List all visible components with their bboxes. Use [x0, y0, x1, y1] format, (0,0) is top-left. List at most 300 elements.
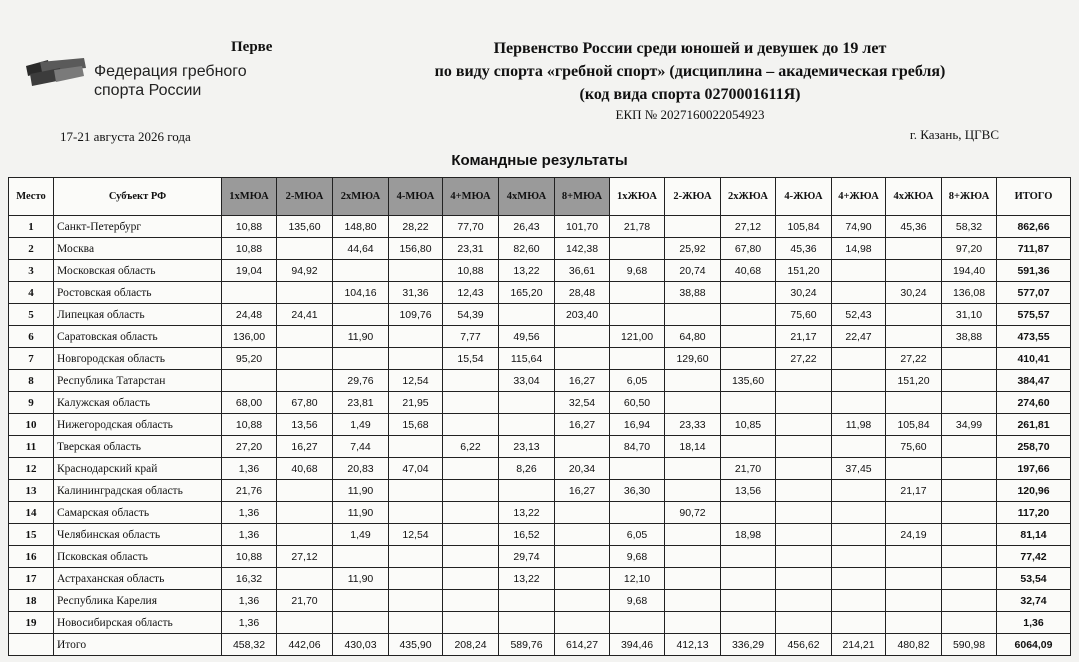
column-header: 2-ЖЮА — [665, 178, 721, 216]
score-cell: 104,16 — [333, 282, 389, 304]
score-cell: 21,70 — [721, 458, 776, 480]
score-cell — [499, 414, 555, 436]
region-cell: Липецкая область — [54, 304, 222, 326]
score-cell: 614,27 — [555, 634, 610, 656]
score-cell: 23,81 — [333, 392, 389, 414]
score-cell: 10,88 — [443, 260, 499, 282]
table-header-row — [9, 178, 1071, 216]
score-cell: 34,99 — [942, 414, 997, 436]
score-cell — [942, 436, 997, 458]
score-cell — [832, 260, 886, 282]
score-cell — [277, 612, 333, 634]
score-cell: 23,13 — [499, 436, 555, 458]
score-cell: 12,43 — [443, 282, 499, 304]
score-cell: 24,48 — [222, 304, 277, 326]
score-cell — [389, 546, 443, 568]
score-cell: 105,84 — [776, 216, 832, 238]
score-cell: 9,68 — [610, 590, 665, 612]
score-cell: 82,60 — [499, 238, 555, 260]
place-cell: 12 — [9, 458, 54, 480]
score-cell — [499, 480, 555, 502]
column-header: ИТОГО — [997, 178, 1071, 216]
total-cell: 117,20 — [997, 502, 1071, 524]
score-cell: 36,30 — [610, 480, 665, 502]
total-cell: 711,87 — [997, 238, 1071, 260]
score-cell: 22,47 — [832, 326, 886, 348]
score-cell — [277, 282, 333, 304]
total-cell: 1,36 — [997, 612, 1071, 634]
score-cell: 13,22 — [499, 568, 555, 590]
score-cell — [333, 348, 389, 370]
table-row — [9, 304, 1071, 326]
score-cell: 40,68 — [721, 260, 776, 282]
score-cell: 7,44 — [333, 436, 389, 458]
score-cell: 136,00 — [222, 326, 277, 348]
place-cell: 4 — [9, 282, 54, 304]
score-cell: 135,60 — [721, 370, 776, 392]
place-cell: 2 — [9, 238, 54, 260]
column-header: 4хМЮА — [499, 178, 555, 216]
region-cell: Республика Карелия — [54, 590, 222, 612]
score-cell — [665, 546, 721, 568]
table-title: Командные результаты — [451, 152, 628, 169]
table-row — [9, 458, 1071, 480]
score-cell: 75,60 — [776, 304, 832, 326]
region-cell: Новгородская область — [54, 348, 222, 370]
column-header: 4-МЮА — [389, 178, 443, 216]
table-row — [9, 348, 1071, 370]
score-cell — [389, 348, 443, 370]
score-cell: 94,92 — [277, 260, 333, 282]
score-cell — [499, 392, 555, 414]
region-cell: Нижегородская область — [54, 414, 222, 436]
score-cell: 208,24 — [443, 634, 499, 656]
score-cell — [610, 282, 665, 304]
score-cell — [665, 458, 721, 480]
total-cell: 53,54 — [997, 568, 1071, 590]
score-cell: 148,80 — [333, 216, 389, 238]
table-row — [9, 392, 1071, 414]
table-row — [9, 282, 1071, 304]
total-cell: 6064,09 — [997, 634, 1071, 656]
score-cell — [832, 590, 886, 612]
score-cell: 38,88 — [665, 282, 721, 304]
score-cell — [555, 590, 610, 612]
total-cell: 410,41 — [997, 348, 1071, 370]
score-cell: 27,12 — [277, 546, 333, 568]
score-cell: 54,39 — [443, 304, 499, 326]
score-cell — [610, 612, 665, 634]
score-cell: 74,90 — [832, 216, 886, 238]
score-cell: 11,98 — [832, 414, 886, 436]
score-cell: 77,70 — [443, 216, 499, 238]
score-cell — [886, 612, 942, 634]
score-cell — [776, 480, 832, 502]
score-cell: 27,22 — [776, 348, 832, 370]
score-cell: 142,38 — [555, 238, 610, 260]
region-cell: Саратовская область — [54, 326, 222, 348]
score-cell — [665, 480, 721, 502]
table-row — [9, 502, 1071, 524]
score-cell — [443, 392, 499, 414]
region-cell: Московская область — [54, 260, 222, 282]
score-cell: 24,41 — [277, 304, 333, 326]
score-cell — [443, 414, 499, 436]
score-cell: 18,14 — [665, 436, 721, 458]
score-cell: 11,90 — [333, 480, 389, 502]
score-cell: 480,82 — [886, 634, 942, 656]
score-cell — [832, 546, 886, 568]
score-cell — [942, 392, 997, 414]
score-cell — [832, 524, 886, 546]
score-cell — [555, 326, 610, 348]
score-cell: 31,10 — [942, 304, 997, 326]
score-cell: 8,26 — [499, 458, 555, 480]
team-results-table — [8, 177, 1071, 656]
region-cell: Санкт-Петербург — [54, 216, 222, 238]
score-cell — [942, 480, 997, 502]
score-cell — [555, 568, 610, 590]
place-cell: 7 — [9, 348, 54, 370]
score-cell — [333, 546, 389, 568]
region-cell: Астраханская область — [54, 568, 222, 590]
score-cell — [832, 392, 886, 414]
total-cell: 591,36 — [997, 260, 1071, 282]
score-cell: 6,05 — [610, 370, 665, 392]
score-cell — [555, 348, 610, 370]
score-cell — [942, 590, 997, 612]
total-cell: 862,66 — [997, 216, 1071, 238]
score-cell — [665, 392, 721, 414]
score-cell: 1,36 — [222, 502, 277, 524]
score-cell: 68,00 — [222, 392, 277, 414]
score-cell: 12,10 — [610, 568, 665, 590]
score-cell — [499, 612, 555, 634]
score-cell: 135,60 — [277, 216, 333, 238]
score-cell: 214,21 — [832, 634, 886, 656]
score-cell: 9,68 — [610, 260, 665, 282]
score-cell: 1,49 — [333, 524, 389, 546]
score-cell: 21,70 — [277, 590, 333, 612]
score-cell — [443, 612, 499, 634]
column-header: Субъект РФ — [54, 178, 222, 216]
region-cell: Ростовская область — [54, 282, 222, 304]
column-header: Место — [9, 178, 54, 216]
score-cell: 430,03 — [333, 634, 389, 656]
score-cell — [610, 502, 665, 524]
score-cell: 58,32 — [942, 216, 997, 238]
score-cell: 26,43 — [499, 216, 555, 238]
score-cell: 109,76 — [389, 304, 443, 326]
score-cell: 11,90 — [333, 502, 389, 524]
score-cell: 52,43 — [832, 304, 886, 326]
score-cell — [886, 458, 942, 480]
table-row — [9, 436, 1071, 458]
score-cell: 84,70 — [610, 436, 665, 458]
score-cell — [665, 216, 721, 238]
score-cell: 16,27 — [277, 436, 333, 458]
column-header: 4+МЮА — [443, 178, 499, 216]
score-cell — [333, 260, 389, 282]
score-cell — [721, 326, 776, 348]
score-cell — [886, 260, 942, 282]
total-cell: 261,81 — [997, 414, 1071, 436]
score-cell: 589,76 — [499, 634, 555, 656]
score-cell: 13,56 — [721, 480, 776, 502]
table-body — [9, 216, 1071, 656]
score-cell: 115,64 — [499, 348, 555, 370]
score-cell: 23,31 — [443, 238, 499, 260]
column-header: 2хМЮА — [333, 178, 389, 216]
region-cell: Псковская область — [54, 546, 222, 568]
score-cell — [222, 370, 277, 392]
score-cell: 394,46 — [610, 634, 665, 656]
total-cell: 77,42 — [997, 546, 1071, 568]
score-cell — [277, 480, 333, 502]
score-cell — [942, 612, 997, 634]
score-cell — [886, 546, 942, 568]
score-cell: 27,12 — [721, 216, 776, 238]
score-cell: 27,22 — [886, 348, 942, 370]
region-cell: Новосибирская область — [54, 612, 222, 634]
place-cell: 6 — [9, 326, 54, 348]
column-header: 4+ЖЮА — [832, 178, 886, 216]
score-cell — [389, 436, 443, 458]
place-cell: 17 — [9, 568, 54, 590]
score-cell — [942, 458, 997, 480]
score-cell — [555, 502, 610, 524]
score-cell: 15,68 — [389, 414, 443, 436]
score-cell: 151,20 — [776, 260, 832, 282]
score-cell: 458,32 — [222, 634, 277, 656]
total-row — [9, 634, 1071, 656]
score-cell: 203,40 — [555, 304, 610, 326]
score-cell — [721, 612, 776, 634]
score-cell: 15,54 — [443, 348, 499, 370]
score-cell — [776, 414, 832, 436]
score-cell — [721, 348, 776, 370]
logo-line-1: Федерация гребного — [94, 63, 247, 80]
score-cell — [222, 282, 277, 304]
score-cell: 20,74 — [665, 260, 721, 282]
score-cell: 90,72 — [665, 502, 721, 524]
score-cell: 28,48 — [555, 282, 610, 304]
score-cell: 10,88 — [222, 546, 277, 568]
place-cell: 8 — [9, 370, 54, 392]
score-cell — [942, 568, 997, 590]
score-cell: 14,98 — [832, 238, 886, 260]
score-cell: 12,54 — [389, 370, 443, 392]
score-cell — [776, 458, 832, 480]
place-cell — [9, 634, 54, 656]
score-cell: 97,20 — [942, 238, 997, 260]
score-cell: 6,22 — [443, 436, 499, 458]
score-cell: 28,22 — [389, 216, 443, 238]
total-cell: 473,55 — [997, 326, 1071, 348]
score-cell — [832, 502, 886, 524]
score-cell: 21,17 — [776, 326, 832, 348]
score-cell — [389, 260, 443, 282]
score-cell: 1,36 — [222, 612, 277, 634]
place-cell: 1 — [9, 216, 54, 238]
score-cell: 30,24 — [776, 282, 832, 304]
region-cell: Краснодарский край — [54, 458, 222, 480]
score-cell — [555, 612, 610, 634]
column-header: 1хЖЮА — [610, 178, 665, 216]
score-cell — [832, 348, 886, 370]
score-cell: 16,27 — [555, 414, 610, 436]
score-cell — [443, 524, 499, 546]
score-cell — [443, 568, 499, 590]
score-cell — [776, 436, 832, 458]
score-cell — [832, 480, 886, 502]
score-cell — [832, 282, 886, 304]
score-cell — [665, 304, 721, 326]
score-cell — [443, 458, 499, 480]
column-header: 1хМЮА — [222, 178, 277, 216]
total-cell: 258,70 — [997, 436, 1071, 458]
score-cell — [721, 502, 776, 524]
score-cell: 156,80 — [389, 238, 443, 260]
score-cell — [499, 304, 555, 326]
score-cell — [277, 370, 333, 392]
score-cell: 21,95 — [389, 392, 443, 414]
score-cell — [389, 612, 443, 634]
table-row — [9, 260, 1071, 282]
table-row — [9, 524, 1071, 546]
score-cell: 60,50 — [610, 392, 665, 414]
place-cell: 18 — [9, 590, 54, 612]
score-cell: 44,64 — [333, 238, 389, 260]
score-cell: 24,19 — [886, 524, 942, 546]
score-cell: 31,36 — [389, 282, 443, 304]
score-cell — [721, 392, 776, 414]
score-cell: 19,04 — [222, 260, 277, 282]
score-cell: 412,13 — [665, 634, 721, 656]
score-cell: 13,56 — [277, 414, 333, 436]
score-cell: 13,22 — [499, 502, 555, 524]
event-date: 17-21 августа 2026 года — [60, 129, 191, 144]
place-cell: 11 — [9, 436, 54, 458]
score-cell — [776, 502, 832, 524]
score-cell — [665, 590, 721, 612]
score-cell: 105,84 — [886, 414, 942, 436]
score-cell — [886, 392, 942, 414]
score-cell — [333, 304, 389, 326]
score-cell — [942, 348, 997, 370]
score-cell — [333, 612, 389, 634]
score-cell: 194,40 — [942, 260, 997, 282]
score-cell — [277, 502, 333, 524]
score-cell — [721, 436, 776, 458]
score-cell — [555, 546, 610, 568]
score-cell — [721, 546, 776, 568]
score-cell — [886, 304, 942, 326]
score-cell: 10,88 — [222, 216, 277, 238]
truncated-title: Перве — [231, 39, 273, 55]
total-cell: 575,57 — [997, 304, 1071, 326]
place-cell: 15 — [9, 524, 54, 546]
score-cell — [277, 326, 333, 348]
doc-title-line-2: по виду спорта «гребной спорт» (дисциплина – академическая гребля) — [434, 63, 946, 80]
score-cell: 9,68 — [610, 546, 665, 568]
score-cell: 30,24 — [886, 282, 942, 304]
doc-title-line-3: (код вида спорта 0270001611Я) — [579, 86, 801, 103]
region-cell: Москва — [54, 238, 222, 260]
total-cell: 81,14 — [997, 524, 1071, 546]
score-cell: 435,90 — [389, 634, 443, 656]
ekp-number: ЕКП № 2027160022054923 — [615, 107, 765, 122]
score-cell: 29,76 — [333, 370, 389, 392]
region-cell: Самарская область — [54, 502, 222, 524]
score-cell: 1,36 — [222, 458, 277, 480]
score-cell — [443, 502, 499, 524]
score-cell — [333, 590, 389, 612]
table-row — [9, 546, 1071, 568]
score-cell — [665, 568, 721, 590]
score-cell — [665, 370, 721, 392]
score-cell: 21,76 — [222, 480, 277, 502]
score-cell — [277, 238, 333, 260]
score-cell: 442,06 — [277, 634, 333, 656]
score-cell: 16,27 — [555, 370, 610, 392]
total-cell: 32,74 — [997, 590, 1071, 612]
score-cell — [277, 568, 333, 590]
score-cell — [886, 502, 942, 524]
total-cell: 577,07 — [997, 282, 1071, 304]
federation-logo — [20, 52, 280, 102]
place-cell: 16 — [9, 546, 54, 568]
score-cell: 590,98 — [942, 634, 997, 656]
total-cell: 120,96 — [997, 480, 1071, 502]
score-cell: 11,90 — [333, 326, 389, 348]
score-cell: 36,61 — [555, 260, 610, 282]
score-cell: 38,88 — [942, 326, 997, 348]
score-cell: 129,60 — [665, 348, 721, 370]
rowing-logo-icon — [20, 56, 90, 88]
logo-line-2: спорта России — [94, 82, 202, 99]
score-cell — [443, 480, 499, 502]
score-cell — [665, 612, 721, 634]
table-row — [9, 590, 1071, 612]
column-header: 8+МЮА — [555, 178, 610, 216]
score-cell — [721, 568, 776, 590]
score-cell — [721, 590, 776, 612]
score-cell — [832, 568, 886, 590]
score-cell — [832, 370, 886, 392]
score-cell — [721, 282, 776, 304]
total-cell: 384,47 — [997, 370, 1071, 392]
score-cell: 45,36 — [776, 238, 832, 260]
region-cell: Калининградская область — [54, 480, 222, 502]
score-cell — [610, 348, 665, 370]
total-cell: 197,66 — [997, 458, 1071, 480]
score-cell: 47,04 — [389, 458, 443, 480]
score-cell — [277, 348, 333, 370]
place-cell: 13 — [9, 480, 54, 502]
score-cell: 6,05 — [610, 524, 665, 546]
score-cell — [776, 546, 832, 568]
score-cell: 67,80 — [277, 392, 333, 414]
table-row — [9, 238, 1071, 260]
score-cell: 75,60 — [886, 436, 942, 458]
table-row — [9, 216, 1071, 238]
score-cell — [886, 326, 942, 348]
score-cell — [389, 326, 443, 348]
score-cell: 32,54 — [555, 392, 610, 414]
score-cell — [389, 568, 443, 590]
score-cell — [389, 502, 443, 524]
